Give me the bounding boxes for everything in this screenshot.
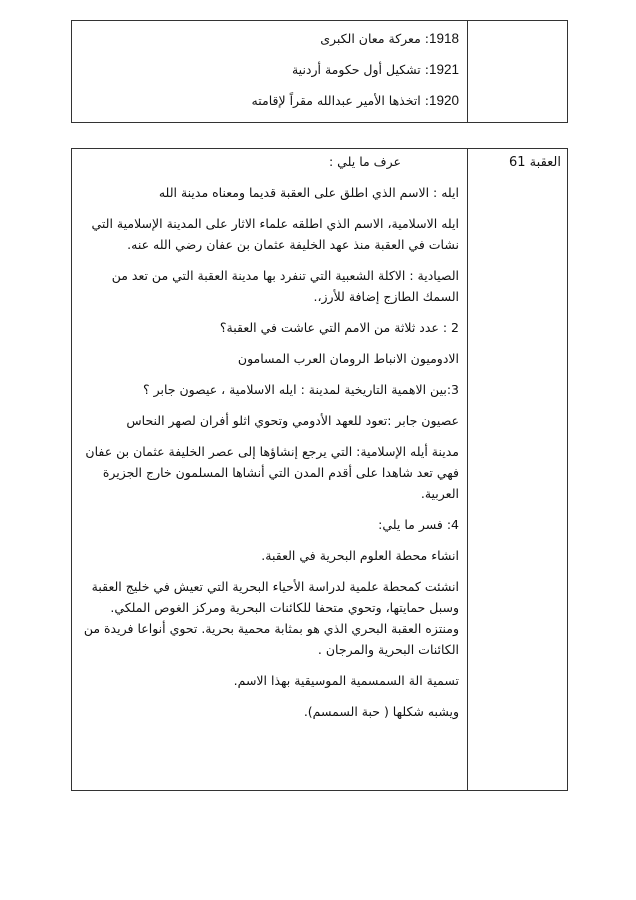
main-content-cell	[72, 149, 468, 791]
paragraph: الصيادية : الاكلة الشعبية التي تنفرد بها مدينة العقبة التي من تعد من السمك الطازج إضافة للأرز،.	[111, 268, 459, 304]
paragraph: تسمية الة السمسمية الموسيقية بهذا الاسم.	[233, 673, 459, 688]
main-table	[71, 148, 568, 791]
paragraph: الادوميون الانباط الرومان العرب المسامون	[237, 351, 459, 366]
paragraph: ايله الاسلامية، الاسم الذي اطلقه علماء الاثار على المدينة الإسلامية التي نشات في العقبة منذ عهد الخليفة عثمان بن عفان رضي الله عنه.	[91, 216, 459, 252]
date-item: 1921: تشكيل أول حكومة أردنية	[291, 62, 459, 77]
paragraph: ايله : الاسم الذي اطلق على العقبة قديما ومعناه مدينة الله	[158, 185, 459, 200]
main-label-cell	[468, 149, 568, 791]
paragraph: انشئت كمحطة علمية لدراسة الأحياء البحرية التي تعيش في خليج العقبة وسبل حمايتها، وتحوي متحفا للكائنات البحرية ومركز الغوص الملكي. ومنتزه العقبة البحري الذي هو بمثابة محمية بحرية. تحوي أنواعا فريدة من الكائنات البحرية والمرجان .	[83, 579, 459, 657]
top-content-cell	[72, 21, 468, 123]
paragraph: عصيون جابر :تعود للعهد الأدومي وتحوي اثلو أفران لصهر النحاس	[126, 413, 459, 428]
top-label	[468, 21, 567, 27]
date-item: 1918: معركة معان الكبرى	[320, 31, 459, 46]
section-heading: 4: فسر ما يلي:	[378, 517, 459, 532]
date-item: 1920: اتخذها الأمير عبدالله مقراً لإقامته	[251, 93, 459, 108]
lesson-label: العقبة 61	[509, 155, 561, 170]
section-heading: عرف ما يلي :	[329, 154, 401, 169]
paragraph: ويشبه شكلها ( حبة السمسم).	[303, 704, 459, 719]
top-label-cell	[468, 21, 568, 123]
paragraph: مدينة أيله الإسلامية: التي يرجع إنشاؤها إلى عصر الخليفة عثمان بن عفان فهي تعد شاهدا على أقدم المدن التي أنشاها المسلمون خارج الجزيرة العربية.	[85, 444, 459, 501]
section-heading: 3:بين الاهمية التاريخية لمدينة : ايله الاسلامية ، عيصون جابر ؟	[142, 382, 459, 397]
paragraph: انشاء محطة العلوم البحرية في العقبة.	[261, 548, 459, 563]
top-table	[71, 20, 568, 123]
section-heading: 2 : عدد ثلاثة من الامم التي عاشت في العقبة؟	[219, 320, 459, 335]
